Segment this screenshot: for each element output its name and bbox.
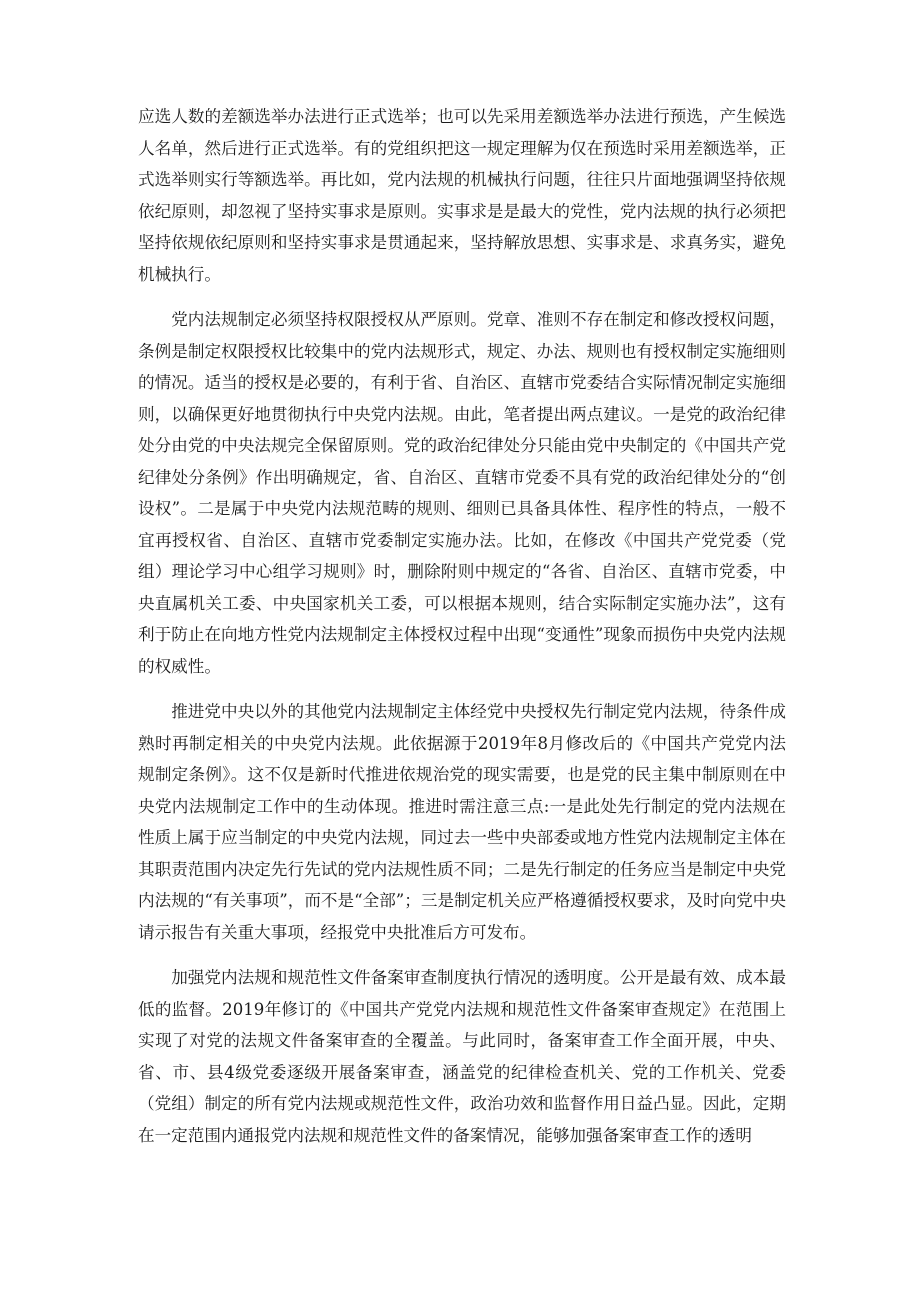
paragraph-pilot-regulations: 推进党中央以外的其他党内法规制定主体经党中央授权先行制定党内法规，待条件成熟时再制定相关的中央党内法规。此依据源于2019年8月修改后的《中国共产党党内法规制定条例》。这不仅是新时代推进依规治党的现实需要，也是党的民主集中制原则在中央党内法规制定工作中的生动体现。推进时需注意三点:一是此处先行制定的党内法规在性质上属于应当制定的中央党内法规，同过去一些中央部委或地方性党内法规制定主体在其职责范围内决定先行先试的党内法规性质不同；二是先行制定的任务应当是制定中央党内法规的“有关事项”，而不是“全部”；三是制定机关应严格遵循授权要求，及时向党中央请示报告有关重大事项，经报党中央批准后方可发布。 xyxy=(138,702,786,942)
paragraph-continued: 应选人数的差额选举办法进行正式选举；也可以先采用差额选举办法进行预选，产生候选人名单，然后进行正式选举。有的党组织把这一规定理解为仅在预选时采用差额选举，正式选举则实行等额选举。再比如，党内法规的机械执行问题，往往只片面地强调坚持依规依纪原则，却忽视了坚持实事求是原则。实事求是是最大的党性，党内法规的执行必须把坚持依规依纪原则和坚持实事求是贯通起来，坚持解放思想、实事求是、求真务实，避免机械执行。 xyxy=(138,107,786,284)
paragraph-authorization-principle: 党内法规制定必须坚持权限授权从严原则。党章、准则不存在制定和修改授权问题，条例是制定权限授权比较集中的党内法规形式，规定、办法、规则也有授权制定实施细则的情况。适当的授权是必要的，有利于省、自治区、直辖市党委结合实际情况制定实施细则，以确保更好地贯彻执行中央党内法规。由此，笔者提出两点建议。一是党的政治纪律处分由党的中央法规完全保留原则。党的政治纪律处分只能由党中央制定的《中国共产党纪律处分条例》作出明确规定，省、自治区、直辖市党委不具有党的政治纪律处分的“创设权”。二是属于中央党内法规范畴的规则、细则已具备具体性、程序性的特点，一般不宜再授权省、自治区、直辖市党委制定实施办法。比如，在修改《中国共产党党委（党组）理论学习中心组学习规则》时，删除附则中规定的“各省、自治区、直辖市党委，中央直属机关工委、中央国家机关工委，可以根据本规则，结合实际制定实施办法”，这有利于防止在向地方性党内法规制定主体授权过程中出现“变通性”现象而损伤中央党内法规的权威性。 xyxy=(138,310,786,676)
paragraph-filing-review-transparency: 加强党内法规和规范性文件备案审查制度执行情况的透明度。公开是最有效、成本最低的监督。2019年修订的《中国共产党党内法规和规范性文件备案审查规定》在范围上实现了对党的法规文件备案审查的全覆盖。与此同时，备案审查工作全面开展，中央、省、市、县4级党委逐级开展备案审查，涵盖党的纪律检查机关、党的工作机关、党委（党组）制定的所有党内法规或规范性文件，政治功效和监督作用日益凸显。因此，定期在一定范围内通报党内法规和规范性文件的备案情况，能够加强备案审查工作的透明 xyxy=(138,968,786,1145)
document-body xyxy=(138,101,786,1151)
